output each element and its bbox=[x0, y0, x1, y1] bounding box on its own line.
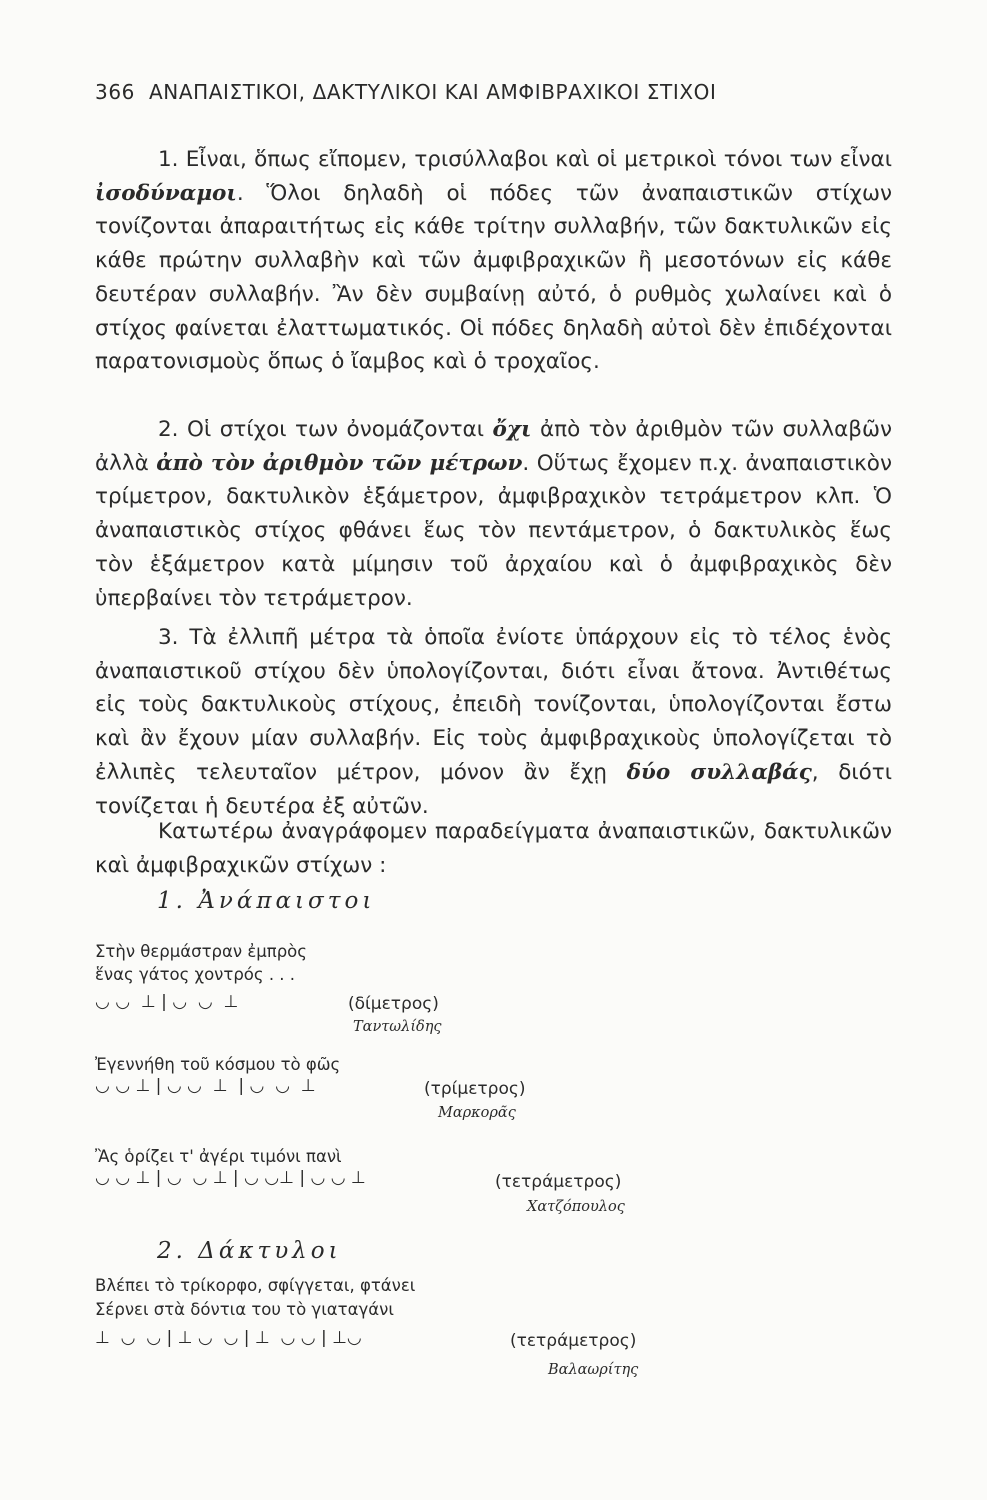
chapter-title: ΑΝΑΠΑΙΣΤΙΚΟΙ, ΔΑΚΤΥΛΙΚΟΙ ΚΑΙ ΑΜΦΙΒΡΑΧΙΚΟΙ ΣΤΙΧΟΙ bbox=[149, 80, 717, 104]
scansion-line: ◡ ◡ ⊥ | ◡ ◡ ⊥ | ◡ ◡⊥ | ◡ ◡ ⊥ bbox=[95, 1168, 366, 1188]
paragraph-text: ἀπὸ τὸν ἀριθμὸν τῶν συλλαβῶν ἀλλὰ bbox=[95, 417, 892, 476]
paragraph-4 bbox=[95, 815, 892, 882]
author-name: Ταντωλίδης bbox=[353, 1019, 442, 1035]
author-name: Μαρκορᾶς bbox=[438, 1105, 516, 1121]
verse-line: Στὴν θερμάστραν ἐμπρὸς bbox=[95, 942, 307, 961]
verse-line: Ἐγεννήθη τοῦ κόσμου τὸ φῶς bbox=[95, 1055, 341, 1074]
verse-line: ἕνας γάτος χοντρός . . . bbox=[95, 965, 296, 984]
meter-label: (τρίμετρος) bbox=[424, 1079, 526, 1099]
scansion-line: ◡ ◡ ⊥ | ◡ ◡ ⊥ | ◡ ◡ ⊥ bbox=[95, 1076, 316, 1096]
meter-label: (δίμετρος) bbox=[348, 994, 439, 1014]
paragraph-3 bbox=[95, 621, 892, 823]
paragraph-text: . Οὕτως ἔχομεν π.χ. ἀναπαιστικὸν τρίμετρον, δακτυλικὸν ἑξάμετρον, ἀμφιβραχικὸν τετράμετρον κλπ. Ὁ ἀναπαιστικὸς στίχος φθάνει ἕως τὸν πεντάμετρον, ὁ δακτυλικὸς ἕως τὸν ἑξάμετρον κατὰ μίμησιν τοῦ ἀρχαίου καὶ ὁ ἀμφιβραχικὸς δὲν ὑπερβαίνει τὸν τετράμετρον. bbox=[95, 450, 892, 611]
emphasis-text: δύο συλλαβάς bbox=[626, 759, 812, 785]
author-name: Χατζόπουλος bbox=[527, 1199, 625, 1215]
paragraph-1 bbox=[95, 143, 892, 379]
paragraph-text: . Ὅλοι δηλαδὴ οἱ πόδες τῶν ἀναπαιστικῶν στίχων τονίζονται ἀπαραιτήτως εἰς κάθε τρίτην συλλαβήν, τῶν δακτυλικῶν εἰς κάθε πρώτην συλλαβὴν καὶ τῶν ἀμφιβραχικῶν ἢ μεσοτόνων εἰς κάθε δευτέραν συλλαβήν. Ἂν δὲν συμβαίνῃ αὐτό, ὁ ρυθμὸς χωλαίνει καὶ ὁ στίχος φαίνεται ἐλαττωματικός. Οἱ πόδες δηλαδὴ αὐτοὶ δὲν ἐπιδέχονται παρατονισμοὺς ὅπως ὁ ἴαμβος καὶ ὁ τροχαῖος. bbox=[95, 180, 892, 375]
section-heading-anapaests: 1. Ἀνάπαιστοι bbox=[157, 888, 376, 914]
verse-line: Σέρνει στὰ δόντια του τὸ γιαταγάνι bbox=[95, 1300, 394, 1319]
running-header bbox=[95, 80, 855, 104]
section-heading-dactyls: 2. Δάκτυλοι bbox=[157, 1238, 342, 1264]
paragraph-text: 3. Τὰ ἐλλιπῆ μέτρα τὰ ὁποῖα ἐνίοτε ὑπάρχουν εἰς τὸ τέλος ἑνὸς ἀναπαιστικοῦ στίχου δὲν ὑπολογίζονται, διότι εἶναι ἄτονα. Ἀντιθέτως εἰς τοὺς δακτυλικοὺς στίχους, ἐπειδὴ τονίζονται, ὑπολογίζονται ἔστω καὶ ἂν ἔχουν μίαν συλλαβήν. Εἰς τοὺς ἀμφιβραχικοὺς ὑπολογίζεται τὸ ἐλλιπὲς τελευταῖον μέτρον, μόνον ἂν ἔχῃ bbox=[95, 625, 892, 785]
verse-line: Βλέπει τὸ τρίκορφο, σφίγγεται, φτάνει bbox=[95, 1276, 416, 1295]
emphasis-text: ὄχι bbox=[492, 417, 532, 442]
verse-line: Ἂς ὁρίζει τ' ἀγέρι τιμόνι πανὶ bbox=[95, 1147, 342, 1166]
paragraph-2 bbox=[95, 413, 892, 615]
scansion-line: ◡ ◡ ⊥ | ◡ ◡ ⊥ bbox=[95, 992, 239, 1012]
meter-label: (τετράμετρος) bbox=[510, 1331, 637, 1351]
meter-label: (τετράμετρος) bbox=[495, 1172, 622, 1192]
paragraph-text: Κατωτέρω ἀναγράφομεν παραδείγματα ἀναπαιστικῶν, δακτυλικῶν καὶ ἀμφιβραχικῶν στίχων : bbox=[95, 819, 892, 878]
emphasis-text: ἰσοδύναμοι bbox=[95, 180, 237, 206]
paragraph-text: 2. Οἱ στίχοι των ὀνομάζονται bbox=[158, 417, 493, 442]
author-name: Βαλαωρίτης bbox=[548, 1362, 639, 1378]
paragraph-text: , διότι τονίζεται ἡ δευτέρα ἐξ αὐτῶν. bbox=[95, 759, 893, 819]
scansion-line: ⊥ ◡ ◡ | ⊥ ◡ ◡ | ⊥ ◡ ◡ | ⊥◡ bbox=[95, 1328, 362, 1348]
paragraph-text: 1. Εἶναι, ὅπως εἴπομεν, τρισύλλαβοι καὶ οἱ μετρικοὶ τόνοι των εἶναι bbox=[158, 147, 892, 172]
emphasis-text: ἀπὸ τὸν ἀριθμὸν τῶν μέτρων bbox=[156, 450, 523, 476]
page-number: 366 bbox=[95, 80, 135, 104]
